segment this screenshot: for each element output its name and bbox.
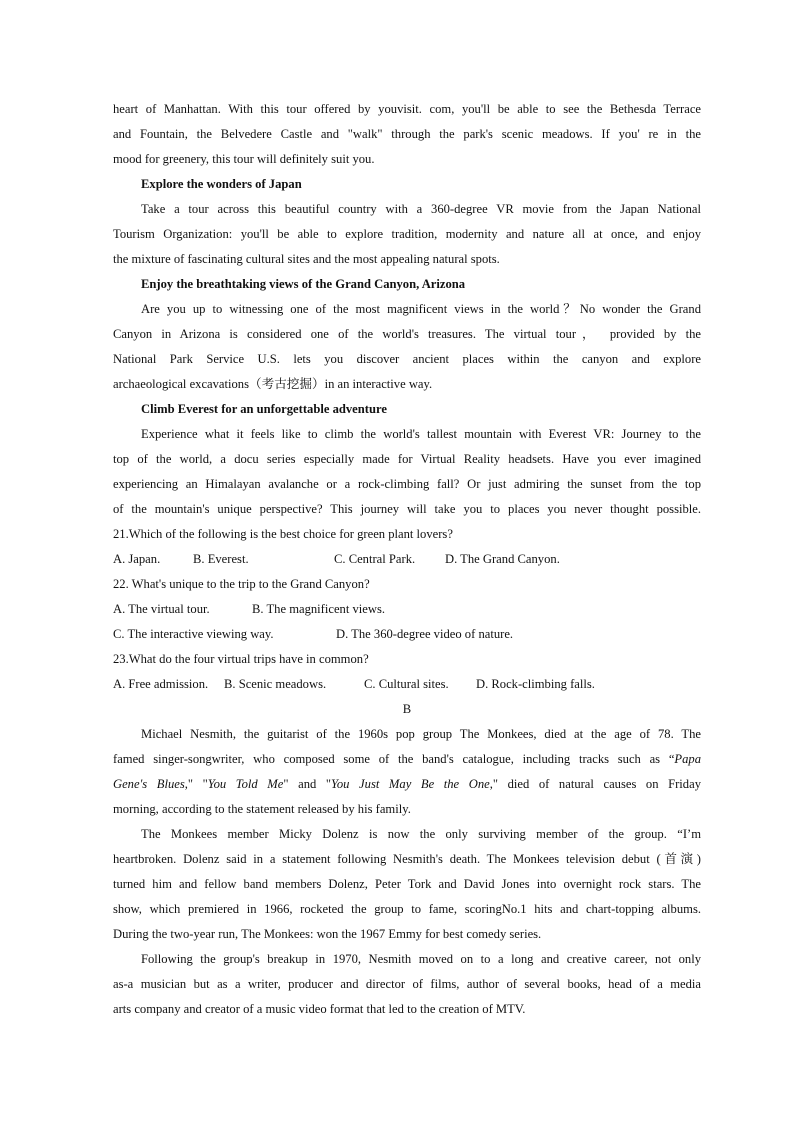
text-line: National Park Service U.S. lets you discover ancient places within the canyon and explore [113,352,701,366]
text-line: arts company and creator of a music video format that led to the creation of MTV. [113,1002,526,1016]
section-heading-everest: Climb Everest for an unforgettable adventure [141,402,387,416]
text-line: show, which premiered in 1966, rocketed the group to fame, scoringNo.1 hits and chart-topping albums. [113,902,701,916]
option-d: D. Rock-climbing falls. [476,677,595,691]
text-line: heart of Manhattan. With this tour offered by youvisit. com, you'll be able to see the Bethesda Terrace [113,102,701,116]
text-segment: famed singer-songwriter, who composed some of the band's catalogue, including tracks such as “ [113,752,675,766]
option-b: B. The magnificent views. [252,602,386,616]
text-line: the mixture of fascinating cultural sites and the most appealing natural spots. [113,252,500,266]
text-segment: ," died of natural causes on Friday [489,777,701,791]
question-21-stem: 21.Which of the following is the best choice for green plant lovers? [113,527,453,541]
text-line: top of the world, a docu series especially made for Virtual Reality headsets. Have you ever imagined [113,452,701,466]
text-line: Michael Nesmith, the guitarist of the 1960s pop group The Monkees, died at the age of 78. The [141,727,701,741]
text-segment: ," " [184,777,208,791]
text-line: as-a musician but as a writer, producer and director of films, author of several books, head of a media [113,977,701,991]
text-line: Experience what it feels like to climb the world's tallest mountain with Everest VR: Journey to the [141,427,701,441]
question-22-options-row [113,597,701,622]
text-line: turned him and fellow band members Dolenz, Peter Tork and David Jones into overnight rock stars. The [113,877,701,891]
option-c: C. Cultural sites. [364,677,449,691]
option-d: D. The 360-degree video of nature. [336,627,514,641]
text-line: Canyon in Arizona is considered one of the world's treasures. The virtual tour， provided by the [113,327,701,341]
question-22-stem: 22. What's unique to the trip to the Grand Canyon? [113,577,370,591]
option-a: A. The virtual tour. [113,602,210,616]
song-title: Papa [674,752,701,766]
text-line: and Fountain, the Belvedere Castle and "walk" through the park's scenic meadows. If you' re in the [113,127,701,141]
text-line: experiencing an Himalayan avalanche or a rock-climbing fall? Or just admiring the sunset from the top [113,477,701,491]
text-line: of the mountain's unique perspective? This journey will take you to places you never thought possible. [113,502,701,516]
text-line: Take a tour across this beautiful country with a 360-degree VR movie from the Japan National [141,202,701,216]
song-title: You Just May Be the One [331,777,490,791]
question-22-options-row [113,622,701,647]
text-line: Following the group's breakup in 1970, Nesmith moved on to a long and creative career, not only [141,952,701,966]
option-c: C. The interactive viewing way. [113,627,274,641]
passage-b-label: B [402,702,412,716]
text-line: archaeological excavations（考古挖掘）in an interactive way. [113,377,433,391]
text-line: mood for greenery, this tour will definitely suit you. [113,152,375,166]
option-b: B. Everest. [193,552,249,566]
option-d: D. The Grand Canyon. [445,552,560,566]
text-line [113,747,701,772]
option-a: A. Free admission. [113,677,209,691]
section-heading-grand-canyon: Enjoy the breathtaking views of the Grand Canyon, Arizona [141,277,466,291]
question-21-options [113,547,701,572]
option-c: C. Central Park. [334,552,416,566]
text-line: Are you up to witnessing one of the most magnificent views in the world？No wonder the Grand [141,302,701,316]
document-body [113,97,701,1022]
text-line: Tourism Organization: you'll be able to explore tradition, modernity and nature all at once, and enjoy [113,227,701,241]
song-title: You Told Me [207,777,284,791]
question-23-stem: 23.What do the four virtual trips have in common? [113,652,369,666]
song-title: Gene's Blues [113,777,185,791]
text-line: heartbroken. Dolenz said in a statement following Nesmith's death. The Monkees television debut (首演) [113,852,701,866]
text-line: The Monkees member Micky Dolenz is now the only surviving member of the group. “I’m [141,827,701,841]
text-segment: " and " [283,777,332,791]
text-line: morning, according to the statement released by his family. [113,802,411,816]
text-line [113,772,701,797]
text-line: During the two-year run, The Monkees: won the 1967 Emmy for best comedy series. [113,927,542,941]
option-a: A. Japan. [113,552,161,566]
question-23-options [113,672,701,697]
section-heading-japan: Explore the wonders of Japan [141,177,302,191]
option-b: B. Scenic meadows. [224,677,327,691]
